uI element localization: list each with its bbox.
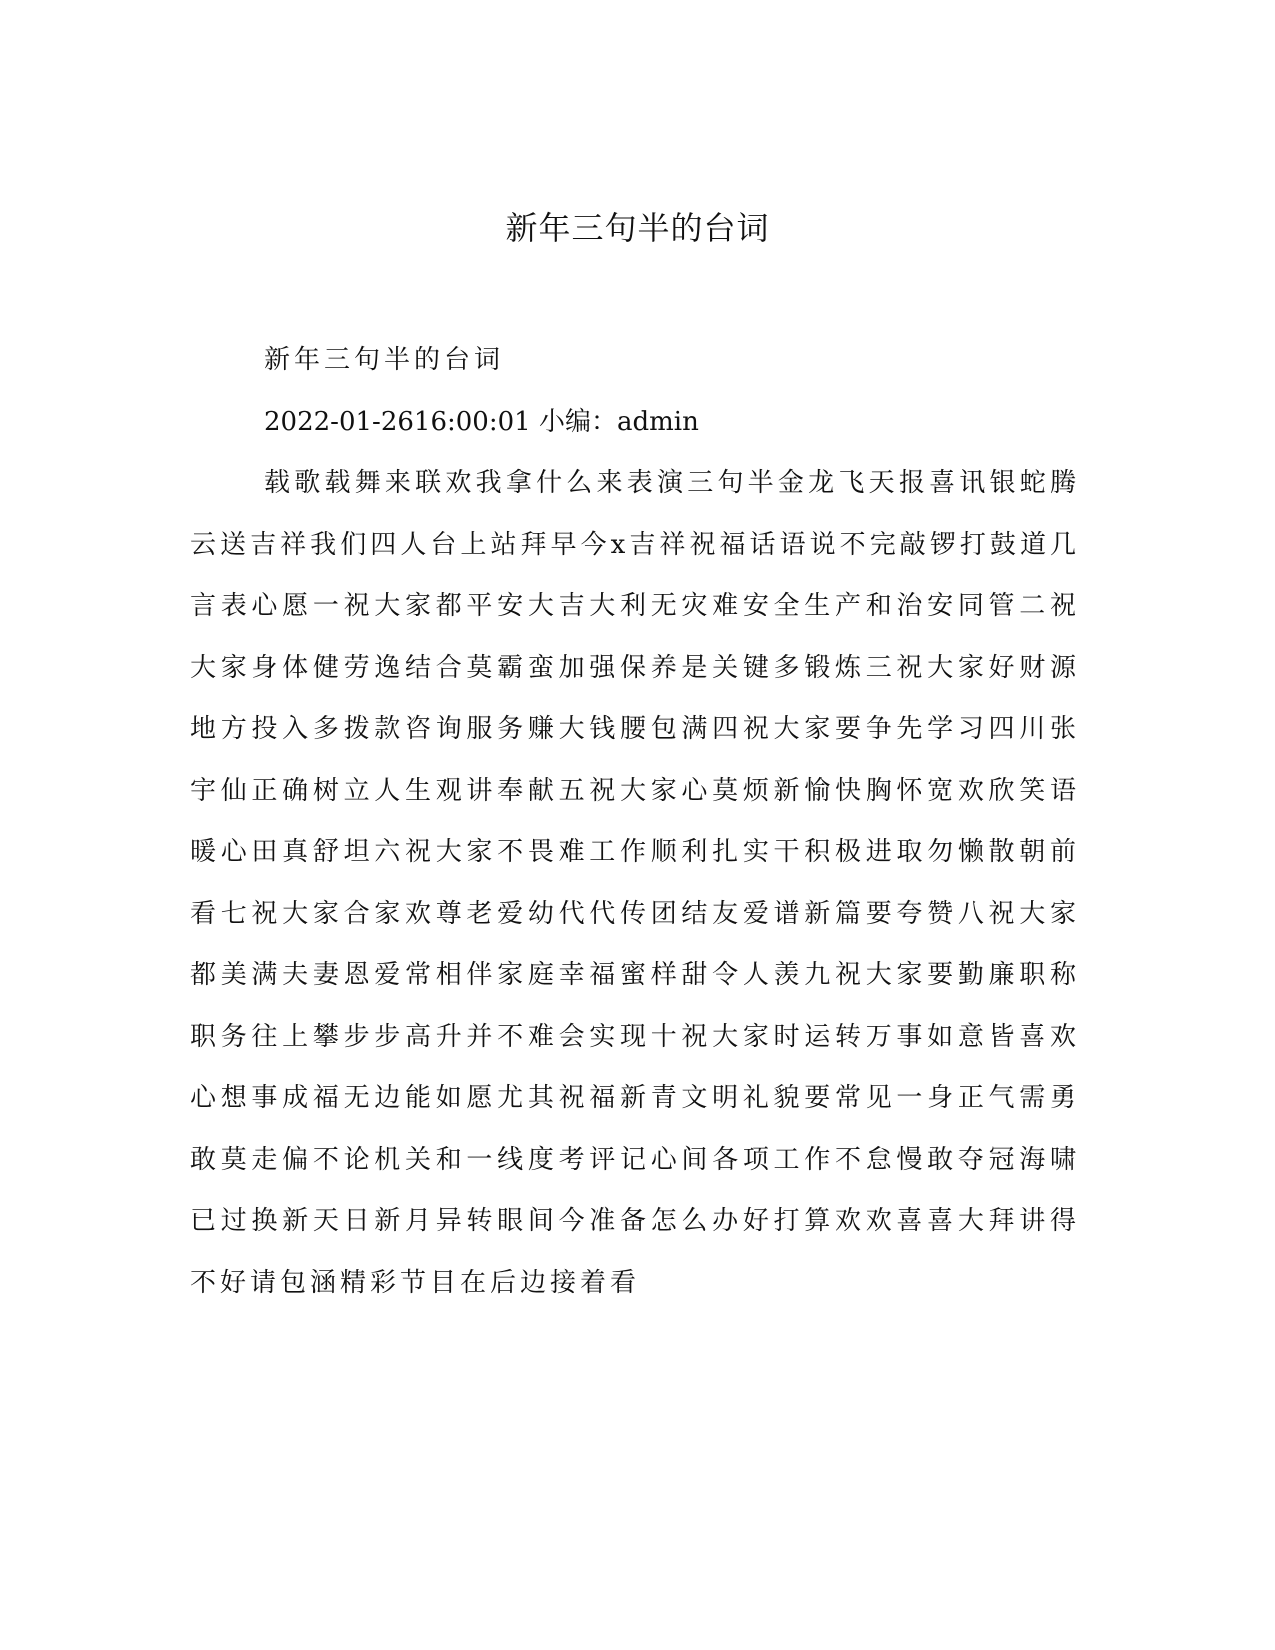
document-body [190, 330, 1080, 1314]
document-title: 新年三句半的台词 [505, 209, 770, 247]
publish-date: 2022-01-2616:00:01 [264, 406, 531, 437]
editor-credit: 小编：admin [538, 406, 699, 437]
document-meta [190, 392, 1080, 454]
body-paragraph: 载歌载舞来联欢我拿什么来表演三句半金龙飞天报喜讯银蛇腾云送吉祥我们四人台上站拜早今x吉祥祝福话语说不完敲锣打鼓道几言表心愿一祝大家都平安大吉大利无灾难安全生产和治安同管二祝大家身体健劳逸结合莫霸蛮加强保养是关键多锻炼三祝大家好财源地方投入多拨款咨询服务赚大钱腰包满四祝大家要争先学习四川张宇仙正确树立人生观讲奉献五祝大家心莫烦新愉快胸怀宽欢欣笑语暖心田真舒坦六祝大家不畏难工作顺利扎实干积极进取勿懒散朝前看七祝大家合家欢尊老爱幼代代传团结友爱谱新篇要夸赞八祝大家都美满夫妻恩爱常相伴家庭幸福蜜样甜令人羡九祝大家要勤廉职称职务往上攀步步高升并不难会实现十祝大家时运转万事如意皆喜欢心想事成福无边能如愿尤其祝福新青文明礼貌要常见一身正气需勇敢莫走偏不论机关和一线度考评记心间各项工作不怠慢敢夺冠海啸已过换新天日新月异转眼间今准备怎么办好打算欢欢喜喜大拜讲得不好请包涵精彩节目在后边接着看 [190, 468, 1080, 1298]
document-subtitle: 新年三句半的台词 [264, 345, 505, 375]
